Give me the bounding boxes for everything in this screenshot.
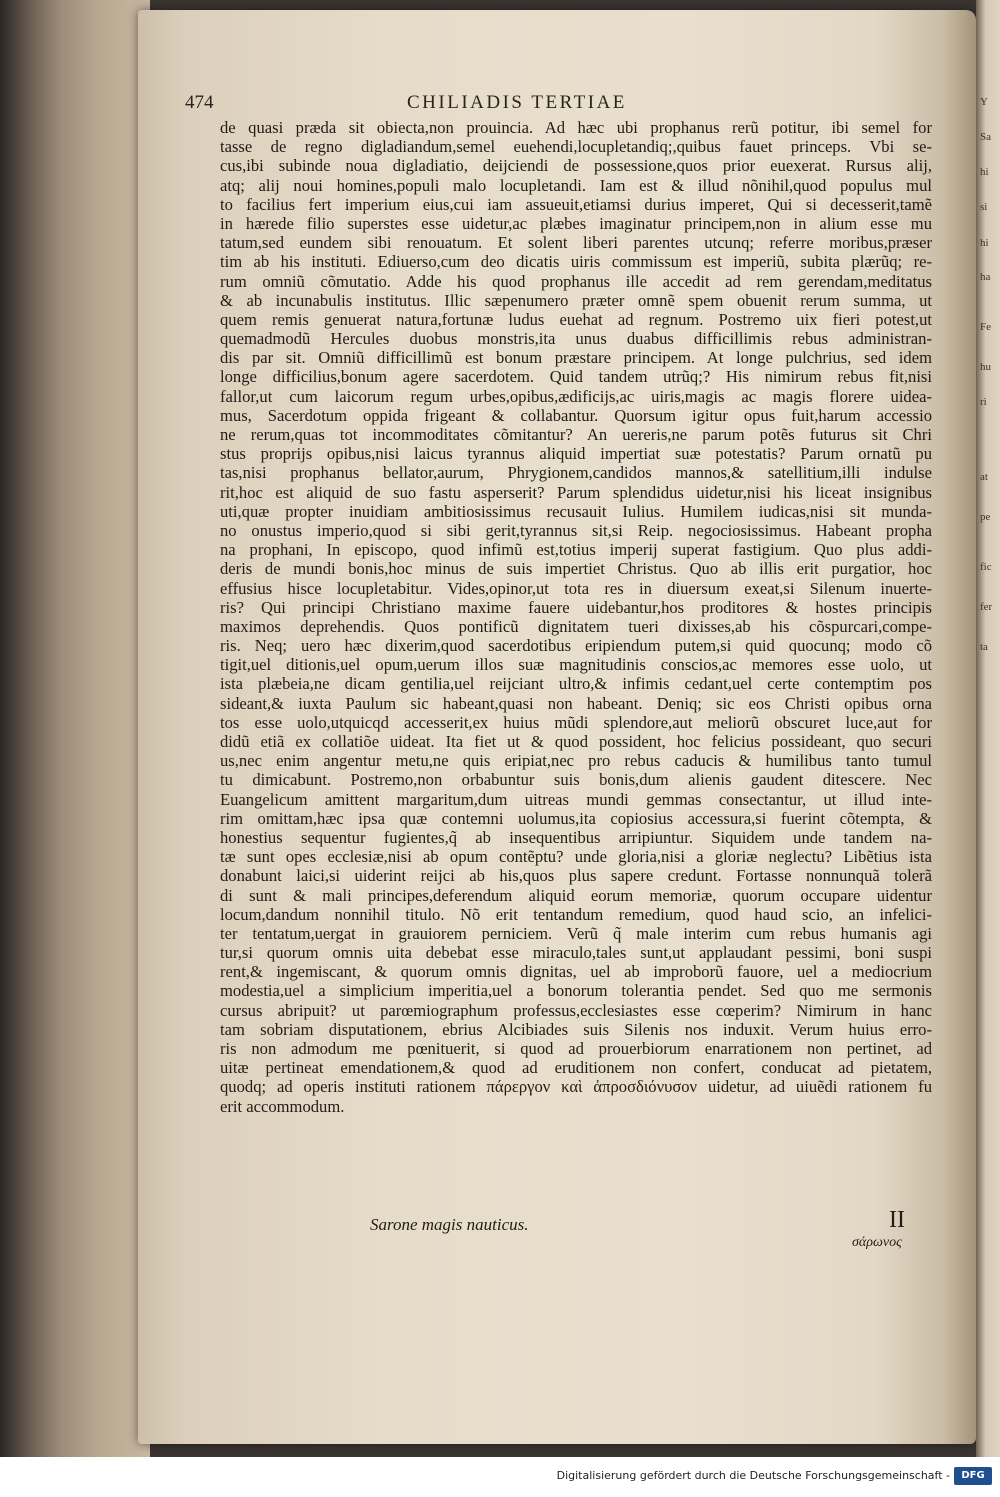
text-line: didũ etiã ex collatiõe uideat. Ita fiet ut & quod possident, hoc felicius possideant, quo securi bbox=[220, 732, 932, 751]
adage-heading: Sarone magis nauticus. bbox=[370, 1215, 529, 1234]
text-line: ris. Neq; uero hæc dixerim,quod sacerdotibus eripiendum putem,si quid quocunq; modo cõ bbox=[220, 636, 932, 656]
funding-credit: Digitalisierung gefördert durch die Deutsche Forschungsgemeinschaft - bbox=[556, 1469, 950, 1482]
text-line: deris de mundi bonis,hoc minus de suis impertiet Christus. Quo ab illis erit purgatior, hoc bbox=[220, 559, 932, 579]
next-page-fragment: at bbox=[980, 471, 988, 483]
adjacent-page-edge bbox=[976, 0, 1000, 1457]
text-line: us,nec enim angentur metu,ne quis eripiat,nec pro rebus caducis & humilibus tanto tumul bbox=[220, 751, 932, 771]
text-line: tim ab his instituti. Ediuerso,cum deo dicatis uiris commissum est imperiũ, subita plærũq; re- bbox=[220, 252, 932, 272]
text-line: tigit,uel ditionis,uel opum,uerum illos suæ magnitudinis conscios,ac memores esse uolo, ut bbox=[220, 655, 932, 675]
next-page-fragment: hu bbox=[980, 361, 991, 373]
text-line: atq; alij noui homines,populi malo locupletandi. Iam est & illud nõnihil,quod populus mul bbox=[220, 175, 932, 195]
text-line: maximos deprehendis. Quos pontificũ dignitatem tueri dixisses,ab his cõspurcari,compe- bbox=[220, 616, 932, 636]
running-title: CHILIADIS TERTIAE bbox=[407, 92, 627, 113]
text-line: quem remis genuerat natura,fortunæ ludus euehat ad regnum. Postremo uix fieri potest,ut bbox=[220, 309, 932, 329]
page-edge-stack bbox=[0, 0, 150, 1457]
next-page-fragment: ri bbox=[980, 396, 987, 408]
text-line: tasse de regno digladiandum,semel euehendi,locupletandiq;,quibus fauet princeps. Vbi se- bbox=[220, 137, 932, 157]
text-line: di sunt & mali principes,deferendum aliquid eorum memoriæ, quorum occupare uidentur bbox=[220, 885, 932, 905]
text-line: no onustus imperio,quod si sibi gerit,tyrannus sit,si Reip. negociosissimus. Habeant propha bbox=[220, 520, 932, 540]
next-page-fragment: pe bbox=[980, 511, 991, 523]
page-header bbox=[185, 92, 945, 118]
text-line: to facilius fert imperium eius,cui iam assueuit,etiamsi durius imperet, Qui si decesserit,tamẽ bbox=[220, 194, 932, 214]
text-line: tos esse uolo,utquicqd accesserit,ex huius mũdi splendore,aut meliorũ obscuret luce,aut for bbox=[220, 712, 932, 732]
page-number: 474 bbox=[185, 92, 214, 113]
next-page-fragment: Sa bbox=[980, 131, 991, 143]
text-line: ter tentatum,uergat in grauiorem perniciem. Verũ q̃ male interim cum rebus humanis agi bbox=[220, 923, 932, 943]
text-line: sideant,& iuxta Paulum sic habeant,quasi non habeant. Deniq; sic eos Christi opibus orna bbox=[220, 693, 932, 713]
greek-heading: σάρωνος bbox=[852, 1235, 902, 1250]
next-page-fragment: Fe bbox=[980, 321, 991, 333]
next-page-fragment: hi bbox=[980, 166, 989, 178]
text-line: mus, Sacerdotum oppida frigeant & collabantur. Quorsum igitur opus fuit,harum accessio bbox=[220, 405, 932, 425]
text-line: Euangelicum amittent margaritum,dum uitreas mundi gemmas consectantur, ut illud inte- bbox=[220, 789, 932, 809]
text-line: ris? Qui principi Christiano maxime fauere uidebantur,hos proditores & hostes principis bbox=[220, 597, 932, 617]
text-line: modestia,uel a simplicium imperitia,uel a bonorum tolerantia pendet. Sed quo me sermonis bbox=[220, 981, 932, 1001]
text-line: rent,& ingemiscant, & quorum omnis dignitas, uel ab improborũ fauore, uel a mediocrium bbox=[220, 962, 932, 982]
text-line: tu dimicabunt. Postremo,non orbabuntur suis bonis,dum alienis gaudent ditescere. Nec bbox=[220, 770, 932, 790]
text-line: tam sobriam disputationem, ebrius Alcibiades suis Silenis nos induxit. Verum huius erro- bbox=[220, 1019, 932, 1039]
text-line: de quasi præda sit obiecta,non prouincia. Ad hæc ubi prophanus rerũ potitur, ibi semel for bbox=[220, 118, 932, 137]
next-page-fragment: fer bbox=[980, 601, 993, 613]
next-page-fragment: ta bbox=[980, 641, 988, 653]
text-line: quemadmodũ Hercules duobus monstris,ita unus duabus difficillimis rebus administran- bbox=[220, 329, 932, 349]
text-line: honestius sequentur fugientes,q̃ ab insequentibus arripiuntur. Siquidem unde tandem na- bbox=[220, 827, 932, 847]
text-line: tatum,sed eundem sibi renouatum. Et solent liberi parentes utcunq; referre moribus,præser bbox=[220, 233, 932, 253]
text-line: in hærede filio superstes esse uidetur,ac plæbes imaginatur principem,non in alium esse mu bbox=[220, 213, 932, 233]
body-text bbox=[220, 118, 932, 1116]
text-line: tæ sunt opes ecclesiæ,nisi ab opum contẽptu? unde gloria,nisi a gloriæ neglectu? Libẽtius ista bbox=[220, 847, 932, 867]
text-line: stus proprijs opibus,nisi laicus tyrannus aliquid impertiat suæ potestatis? Parum ornatũ pu bbox=[220, 444, 932, 464]
next-page-fragment: si bbox=[980, 201, 988, 213]
text-line: rum omniũ cõmutatio. Adde his quod prophanus ille accedit ad rem gerendam,meditatus bbox=[220, 271, 932, 291]
text-line: ris non admodum me pœnituerit, si quod ad prouerbiorum enarrationem non pertinet, ad bbox=[220, 1039, 932, 1058]
text-line: ista plæbeia,ne dicam gentilia,uel reijciant ultro,& infimis cedant,uel certe contemptim pos bbox=[220, 674, 932, 694]
text-line: longe difficilius,bonum agere sacerdotem. Quid tandem utrũq;? His nimirum rebus fit,nisi bbox=[220, 367, 932, 387]
text-line: & ab incunabulis institutus. Illic sæpenumero præter omnẽ spem obuenit rerum summa, ut bbox=[220, 290, 932, 310]
text-line: effusius hisce locupletabitur. Vides,opinor,ut tota res in diuersum exeat,si Silenum inuerte- bbox=[220, 578, 932, 598]
text-line: erit accommodum. bbox=[220, 1096, 345, 1116]
text-line: dis par sit. Omniũ difficillimũ est bonum præstare principem. At longe pulchrius, sed idem bbox=[220, 348, 932, 368]
next-page-fragment: ha bbox=[980, 271, 991, 283]
text-line: ne rerum,quas tot incommoditates cõmitantur? An uereris,ne parum potẽs futurus sit Chri bbox=[220, 425, 932, 444]
text-line: rim omittam,hæc ipsa quæ contemni uolumus,ita copiosius accessura,si fuerint cõtempta, & bbox=[220, 808, 932, 828]
text-line: uitæ pertineat emendationem,& quod ad eruditionem non confert, conducat ad pietatem, bbox=[220, 1058, 932, 1078]
text-line: cus,ibi subinde noua digladiatio, deijciendi de possessione,quos prior euexerat. Rursus alij, bbox=[220, 156, 932, 176]
next-page-fragment: Y bbox=[980, 96, 988, 108]
text-line: cursus abripuit? ut parœmiographum professus,ecclesiastes esse cœperim? Nimirum in hanc bbox=[220, 1000, 932, 1020]
text-line: tas,nisi prophanus bellator,aurum, Phrygionem,candidos mannos,& satellitium,illi indulse bbox=[220, 463, 932, 483]
text-line: na prophani, In episcopo, quod infimũ est,totius imperij superat fastigium. Quo plus addi- bbox=[220, 540, 932, 560]
dfg-logo: DFG bbox=[954, 1467, 992, 1485]
section-number: II bbox=[889, 1207, 905, 1233]
next-page-fragment: fic bbox=[980, 561, 992, 573]
text-line: donabunt laici,si uiderint reijci ab his,quos plus sapere credunt. Fortasse nonnunquã tolerã bbox=[220, 866, 932, 886]
text-line: quodq; ad operis instituti rationem πάρεργον καὶ ἀπροσδιόνυσον uidetur, ad uiuẽdi rationem fu bbox=[220, 1077, 932, 1097]
footer-bar bbox=[0, 1457, 1000, 1497]
text-line: tur,si quorum omnis uita debebat esse miraculo,tales sunt,ut applaudant pessimi, boni suspi bbox=[220, 943, 932, 963]
next-page-fragment: hi bbox=[980, 237, 989, 249]
text-line: uti,quæ propter inuidiam ambitiosissimus recusauit Iulius. Humilem iudicas,nisi sit munda- bbox=[220, 501, 932, 521]
text-line: locum,dandum nonnihil titulo. Nõ erit tentandum remedium, quod haud scio, an infelici- bbox=[220, 904, 932, 924]
text-line: fallor,ut cum laicorum regum urbes,opibus,ædificijs,ac uiris,magis ac magis florere uidea- bbox=[220, 386, 932, 406]
text-line: rit,hoc est aliquid de suo fastu asperserit? Parum splendidus uidetur,nisi his liceat insignibus bbox=[220, 482, 932, 502]
